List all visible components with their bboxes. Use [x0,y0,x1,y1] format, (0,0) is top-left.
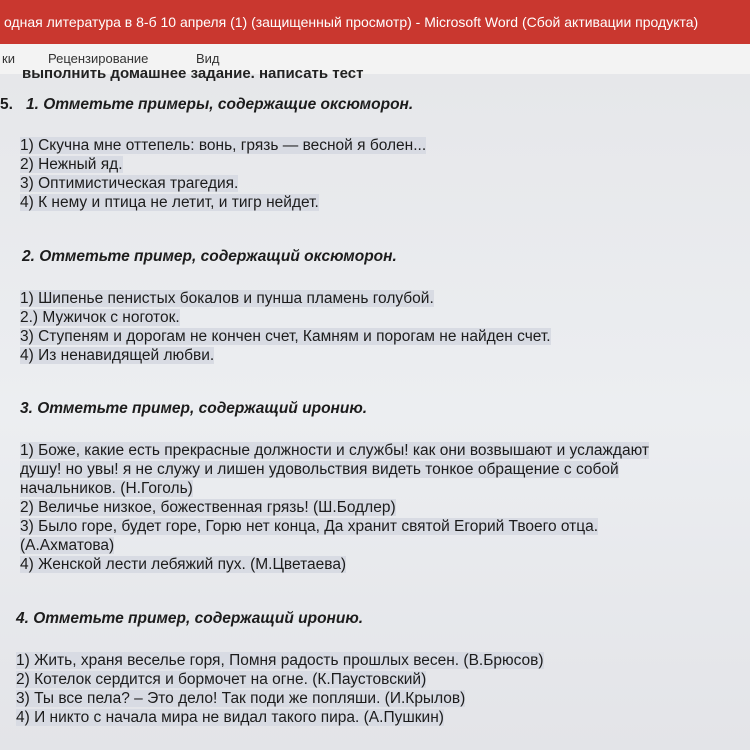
question-2-option-4: 4) Из ненавидящей любви. [20,347,215,364]
question-4-title: 4. Отметьте пример, содержащий иронию. [16,610,364,627]
question-1-option-2: 2) Нежный яд. [20,156,123,173]
window-titlebar[interactable] [0,0,750,44]
list-number: 5. [0,96,13,113]
question-3-option-2: 2) Величье низкое, божественная грязь! (Ш.Бодлер) [20,499,396,516]
question-4-option-1: 1) Жить, храня веселье горя, Помня радость прошлых весен. (В.Брюсов) [16,652,544,669]
question-3-option-1-cont: душу! но увы! я не служу и лишен удовольствия видеть тонкое обращение с собой [20,461,619,478]
question-2-option-1: 1) Шипенье пенистых бокалов и пунша пламень голубой. [20,290,434,307]
question-1-option-4: 4) К нему и птица не летит, и тигр нейдет. [20,194,319,211]
question-3-option-1-cont2: начальников. (Н.Гоголь) [20,480,193,497]
question-1-option-1: 1) Скучна мне оттепель: вонь, грязь — весной я болен... [20,137,427,154]
tab-review[interactable]: Рецензирование [48,51,149,66]
question-3-option-4: 4) Женской лести лебяжий пух. (М.Цветаева) [20,556,347,573]
cut-off-line: выполнить домашнее задание. написать тест [22,65,364,82]
question-3-option-1: 1) Боже, какие есть прекрасные должности и службы! как они возвышают и услаждают [20,442,649,459]
question-4-option-2: 2) Котелок сердится и бормочет на огне. (К.Паустовский) [16,671,427,688]
question-4-option-4: 4) И никто с начала мира не видал такого пира. (А.Пушкин) [16,709,444,726]
question-3-option-3: 3) Было горе, будет горе, Горю нет конца, Да хранит святой Егорий Твоего отца. [20,518,599,535]
question-3-title: 3. Отметьте пример, содержащий иронию. [20,400,368,417]
question-4-option-3: 3) Ты все пела? – Это дело! Так поди же попляши. (И.Крылов) [16,690,466,707]
tab-partial[interactable]: ки [2,51,15,66]
question-2-option-3: 3) Ступеням и дорогам не кончен счет, Камням и порогам не найден счет. [20,328,551,345]
window-title: одная литература в 8-б 10 апреля (1) (защищенный просмотр) - Microsoft Word (Сбой активации продукта) [4,14,699,30]
document-page[interactable] [0,65,750,750]
question-2-title: 2. Отметьте пример, содержащий оксюморон. [22,248,397,265]
question-1-option-3: 3) Оптимистическая трагедия. [20,175,239,192]
tab-view[interactable]: Вид [196,51,220,66]
question-1-title: 1. Отметьте примеры, содержащие оксюморон. [26,96,414,113]
question-2-option-2: 2.) Мужичок с ноготок. [20,309,180,326]
question-3-option-3-cont: (А.Ахматова) [20,537,115,554]
